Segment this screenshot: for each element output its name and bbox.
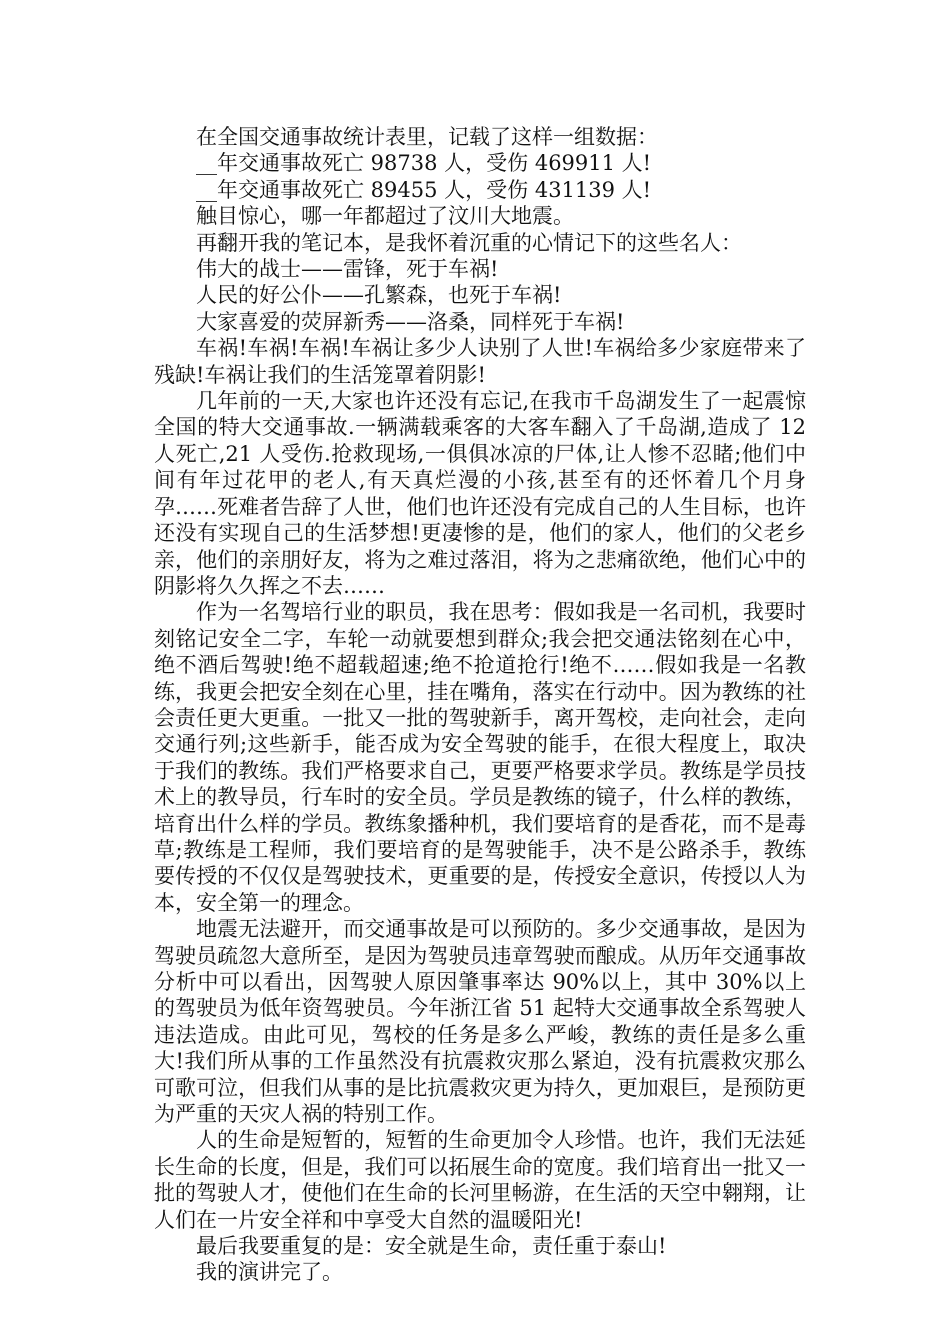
paragraph-8: 大家喜爱的荧屏新秀——洛桑，同样死于车祸! (196, 309, 625, 334)
paragraph-2: __年交通事故死亡 98738 人，受伤 469911 人! (196, 151, 652, 176)
paragraph-12: 地震无法避开，而交通事故是可以预防的。多少交通事故，是因为驾驶员疏忽大意所至，是因为驾驶员违章驾驶而酿成。从历年交通事故分析中可以看出，因驾驶人原因肇事率达 90%以上，其中 30%以上的驾驶员为低年资驾驶员。今年浙江省 51 起特大交通事故全系驾驶人违法造成。由此可见，驾校的任务是多么严峻，教练的责任是多么重大!我们所从事的工作虽然没有抗震救灾那么紧迫，没有抗震救灾那么可歌可泣，但我们从事的是比抗震救灾更为持久，更加艰巨，是预防更为严重的天灾人祸的特别工作。 (154, 917, 806, 1127)
paragraph-14: 最后我要重复的是：安全就是生命，责任重于泰山! (196, 1234, 667, 1259)
paragraph-4: 触目惊心，哪一年都超过了汶川大地震。 (196, 204, 574, 229)
paragraph-1: 在全国交通事故统计表里，记载了这样一组数据： (196, 125, 658, 149)
paragraph-5: 再翻开我的笔记本，是我怀着沉重的心情记下的这些名人： (196, 230, 742, 255)
paragraph-11: 作为一名驾培行业的职员，我在思考：假如我是一名司机，我要时刻铭记安全二字，车轮一动就要想到群众;我会把交通法铭刻在心中，绝不酒后驾驶!绝不超载超速;绝不抢道抢行!绝不……假如我是一名教练，我更会把安全刻在心里，挂在嘴角，落实在行动中。因为教练的社会责任更大更重。一批又一批的驾驶新手，离开驾校，走向社会，走向交通行列;这些新手，能否成为安全驾驶的能手，在很大程度上，取决于我们的教练。我们严格要求自己，更要严格要求学员。教练是学员技术上的教导员，行车时的安全员。学员是教练的镜子，什么样的教练，培育出什么样的学员。教练象播种机，我们要培育的是香花，而不是毒草;教练是工程师，我们要培育的是驾驶能手，决不是公路杀手，教练要传授的不仅仅是驾驶技术，更重要的是，传授安全意识，传授以人为本，安全第一的理念。 (154, 600, 806, 915)
speech-body (154, 124, 806, 1286)
paragraph-3: __年交通事故死亡 89455 人，受伤 431139 人! (196, 177, 652, 202)
paragraph-13: 人的生命是短暂的，短暂的生命更加令人珍惜。也许，我们无法延长生命的长度，但是，我们可以拓展生命的宽度。我们培育出一批又一批的驾驶人才，使他们在生命的长河里畅游，在生活的天空中翱翔，让人们在一片安全祥和中享受大自然的温暖阳光! (154, 1128, 806, 1232)
paragraph-7: 人民的好公仆——孔繁森，也死于车祸! (196, 283, 562, 308)
paragraph-6: 伟大的战士——雷锋，死于车祸! (196, 257, 499, 282)
paragraph-9: 车祸!车祸!车祸!车祸让多少人诀别了人世!车祸给多少家庭带来了残缺!车祸让我们的生活笼罩着阴影! (154, 336, 806, 387)
paragraph-10: 几年前的一天,大家也许还没有忘记,在我市千岛湖发生了一起震惊全国的特大交通事故.一辆满载乘客的大客车翻入了千岛湖,造成了 12 人死亡,21 人受伤.抢救现场,一俱俱冰凉的尸体,让人惨不忍睹;他们中间有年过花甲的老人,有天真烂漫的小孩,甚至有的还怀着几个月身孕……死难者告辞了人世，他们也许还没有完成自己的人生目标，也许还没有实现自己的生活梦想!更凄惨的是，他们的家人，他们的父老乡亲，他们的亲朋好友，将为之难过落泪，将为之悲痛欲绝，他们心中的阴影将久久挥之不去…… (154, 389, 806, 598)
paragraph-15: 我的演讲完了。 (196, 1260, 343, 1285)
